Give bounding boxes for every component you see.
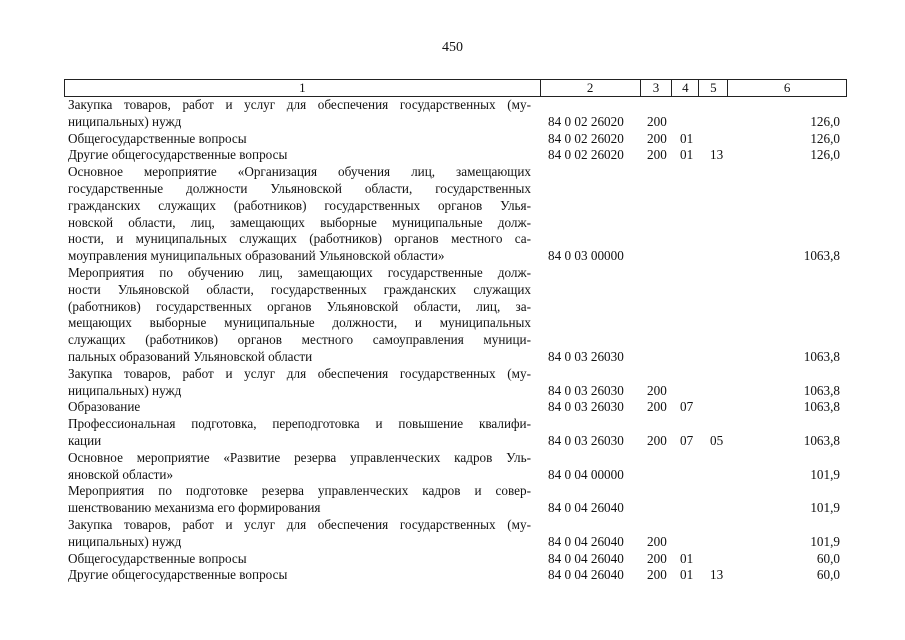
table-row [0,131,905,148]
description-line: служащих (работников) органов местного самоуправления муници- [68,332,531,348]
description-line: Основное мероприятие «Организация обучения лиц, замещающих [68,164,531,180]
description-line: Закупка товаров, работ и услуг для обеспечения государственных (му- [68,516,531,532]
table-row [0,483,905,517]
row-amount: 126,0 [810,130,840,146]
row-expense-type: 200 [647,567,667,583]
row-code: 84 0 03 26030 [548,382,624,398]
description-line: Другие общегосударственные вопросы [68,147,288,163]
table-row [0,97,905,131]
description-line: кации [68,432,102,448]
row-amount: 60,0 [816,567,840,583]
row-code: 84 0 04 00000 [548,466,624,482]
row-description [68,416,531,450]
header-col-1: 1 [65,80,541,96]
description-line: гражданских служащих (работников) государственных органов Улья- [68,197,531,213]
row-description [68,450,531,484]
row-description [68,551,531,568]
row-code: 84 0 04 26040 [548,500,624,516]
row-section: 01 [680,147,694,163]
row-section: 01 [680,550,694,566]
table-header [64,79,847,97]
row-section: 07 [680,399,694,415]
header-col-3: 3 [641,80,673,96]
description-line: ности, и муниципальных служащих (работников) органов местного са- [68,231,531,247]
description-line: Образование [68,399,141,415]
description-line: Основное мероприятие «Развитие резерва управленческих кадров Уль- [68,449,531,465]
row-expense-type: 200 [647,399,667,415]
description-line: пальных образований Ульяновской области [68,348,313,364]
row-description [68,147,531,164]
row-code: 84 0 03 00000 [548,248,624,264]
row-description [68,517,531,551]
row-description [68,567,531,584]
row-amount: 1063,8 [803,248,840,264]
row-subsection: 05 [710,432,724,448]
table-row [0,265,905,366]
row-code: 84 0 04 26040 [548,533,624,549]
row-expense-type: 200 [647,113,667,129]
description-line: Закупка товаров, работ и услуг для обеспечения государственных (му- [68,97,531,112]
row-amount: 1063,8 [803,348,840,364]
description-line: Мероприятия по обучению лиц, замещающих государственные долж- [68,264,531,280]
row-amount: 101,9 [810,466,840,482]
description-line: Профессиональная подготовка, переподготовка и повышение квалифи- [68,416,531,432]
row-description [68,399,531,416]
row-code: 84 0 03 26030 [548,399,624,415]
description-line: Мероприятия по подготовке резерва управленческих кадров и совер- [68,483,531,499]
row-expense-type: 200 [647,147,667,163]
row-amount: 101,9 [810,533,840,549]
description-line: ниципальных) нужд [68,113,182,129]
description-line: яновской области» [68,466,174,482]
row-code: 84 0 02 26020 [548,113,624,129]
row-amount: 60,0 [816,550,840,566]
table-row [0,147,905,164]
row-amount: 126,0 [810,147,840,163]
row-amount: 1063,8 [803,382,840,398]
description-line: Общегосударственные вопросы [68,550,247,566]
row-amount: 1063,8 [803,432,840,448]
description-line: ности Ульяновской области, государственных гражданских служащих [68,281,531,297]
header-col-5: 5 [699,80,728,96]
header-col-2: 2 [541,80,641,96]
description-line: государственные должности Ульяновской области, государственных [68,180,531,196]
row-description [68,366,531,400]
table-row [0,551,905,568]
row-description [68,164,531,265]
header-col-6: 6 [783,80,791,95]
table-row [0,416,905,450]
row-description [68,265,531,366]
row-amount: 101,9 [810,500,840,516]
row-section: 01 [680,567,694,583]
row-code: 84 0 03 26030 [548,432,624,448]
row-code: 84 0 04 26040 [548,550,624,566]
row-amount: 1063,8 [803,399,840,415]
row-subsection: 13 [710,147,724,163]
row-amount: 126,0 [810,113,840,129]
table-row [0,164,905,265]
row-description [68,483,531,517]
row-subsection: 13 [710,567,724,583]
row-description [68,97,531,131]
table-row [0,567,905,584]
table-row [0,366,905,400]
row-expense-type: 200 [647,130,667,146]
row-section: 01 [680,130,694,146]
row-expense-type: 200 [647,382,667,398]
description-line: ниципальных) нужд [68,533,182,549]
row-expense-type: 200 [647,533,667,549]
row-code: 84 0 02 26020 [548,130,624,146]
row-expense-type: 200 [647,550,667,566]
header-col-4: 4 [672,80,699,96]
description-line: Закупка товаров, работ и услуг для обеспечения государственных (му- [68,365,531,381]
table-row [0,517,905,551]
row-code: 84 0 04 26040 [548,567,624,583]
row-expense-type: 200 [647,432,667,448]
description-line: мещающих выборные муниципальные должности, и муниципальных [68,315,531,331]
description-line: новской области, лиц, замещающих выборные муниципальные долж- [68,214,531,230]
description-line: (работников) государственных органов Ульяновской области, лиц, за- [68,298,531,314]
page-number: 450 [442,40,463,55]
row-code: 84 0 02 26020 [548,147,624,163]
description-line: Другие общегосударственные вопросы [68,567,288,583]
row-section: 07 [680,432,694,448]
table-body [0,97,905,584]
table-row [0,450,905,484]
description-line: Общегосударственные вопросы [68,130,247,146]
row-code: 84 0 03 26030 [548,348,624,364]
description-line: моуправления муниципальных образований Ульяновской области» [68,248,445,264]
row-description [68,131,531,148]
table-row [0,399,905,416]
description-line: шенствованию механизма его формирования [68,500,321,516]
description-line: ниципальных) нужд [68,382,182,398]
